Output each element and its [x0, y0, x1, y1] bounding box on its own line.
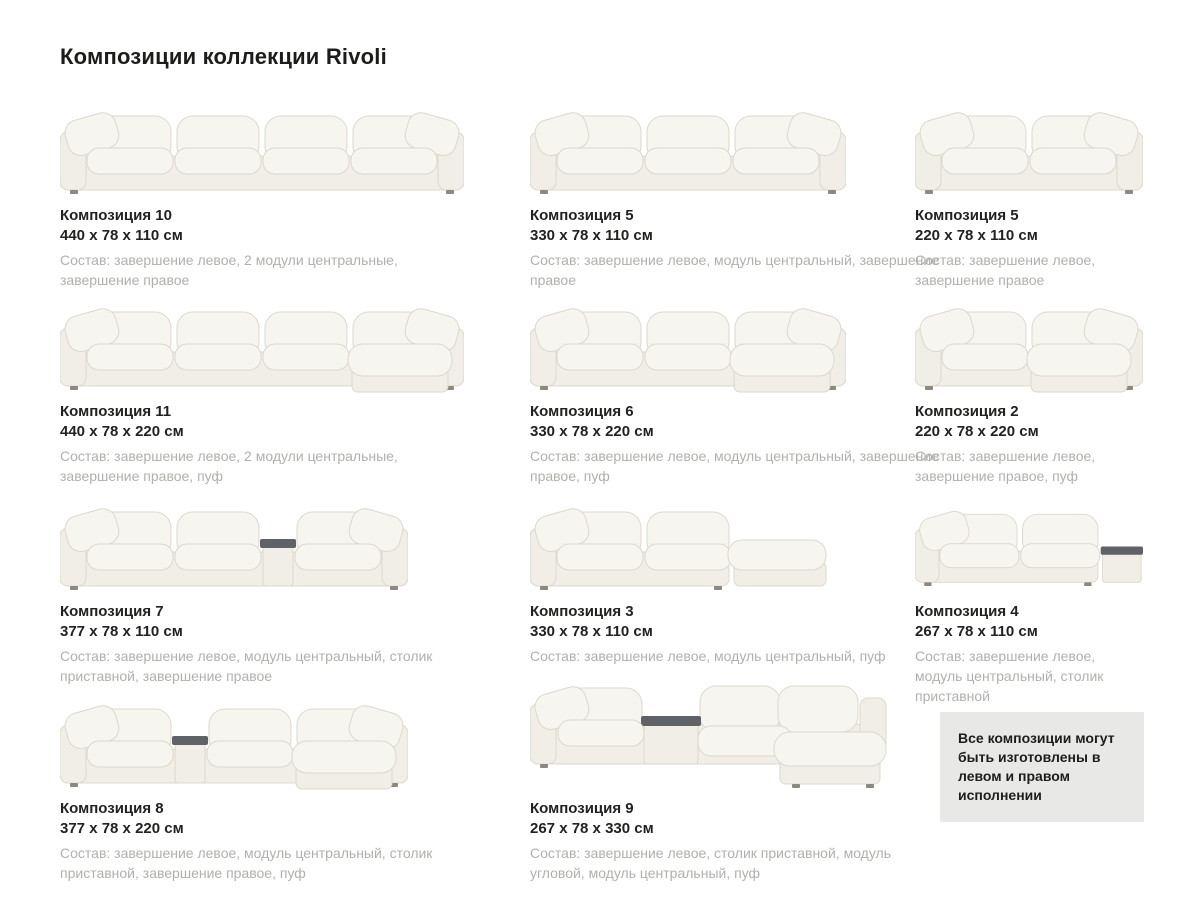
sofa-image	[530, 288, 945, 393]
sofa-image	[530, 672, 945, 790]
composition-name: Композиция 8	[60, 800, 164, 817]
composition-dimensions: 330 x 78 x 220 см	[530, 423, 654, 440]
composition-dimensions: 267 x 78 x 110 см	[915, 623, 1038, 640]
composition-dimensions: 377 x 78 x 110 см	[60, 623, 183, 640]
sofa-illustration	[530, 672, 890, 790]
composition-dimensions: 330 x 78 x 110 см	[530, 227, 653, 244]
composition-structure: Состав: завершение левое, завершение правое, пуф	[915, 448, 1096, 484]
composition-structure: Состав: завершение левое, завершение правое	[915, 252, 1096, 288]
sofa-image	[60, 672, 475, 790]
composition-card	[530, 672, 945, 883]
sofa-illustration	[60, 685, 408, 790]
note-text: Все композиции могут быть изготовлены в левом и правом исполнении	[958, 730, 1115, 803]
sofa-illustration	[530, 288, 846, 393]
composition-name: Композиция 7	[60, 603, 164, 620]
composition-structure: Состав: завершение левое, модуль центральный, столик приставной, завершение правое	[60, 648, 433, 684]
composition-name: Композиция 2	[915, 403, 1019, 420]
composition-card	[915, 288, 1143, 486]
page-title: Композиции коллекции Rivoli	[60, 44, 387, 69]
composition-name: Композиция 11	[60, 403, 172, 420]
composition-dimensions: 440 x 78 x 220 см	[60, 423, 184, 440]
sofa-image	[915, 288, 1143, 393]
composition-structure: Состав: завершение левое, модуль центральный, столик приставной	[915, 648, 1104, 704]
sofa-illustration	[60, 488, 408, 593]
note-box	[940, 712, 1144, 822]
composition-structure: Состав: завершение левое, столик приставной, модуль угловой, модуль центральный, пуф	[530, 845, 891, 881]
sofa-image	[915, 92, 1143, 197]
sofa-illustration	[915, 488, 1143, 593]
composition-name: Композиция 5	[915, 207, 1019, 224]
composition-name: Композиция 9	[530, 800, 634, 817]
composition-structure: Состав: завершение левое, 2 модули центральные, завершение правое, пуф	[60, 448, 398, 484]
composition-dimensions: 377 x 78 x 220 см	[60, 820, 184, 837]
sofa-illustration	[915, 92, 1143, 197]
composition-structure: Состав: завершение левое, модуль центральный, пуф	[530, 648, 886, 664]
composition-name: Композиция 4	[915, 603, 1019, 620]
sofa-image	[530, 488, 945, 593]
sofa-image	[60, 288, 475, 393]
sofa-illustration	[530, 92, 846, 197]
sofa-illustration	[60, 92, 464, 197]
sofa-image	[915, 488, 1143, 593]
composition-card	[530, 488, 945, 666]
composition-card	[530, 288, 945, 486]
composition-structure: Состав: завершение левое, модуль центральный, столик приставной, завершение правое, пуф	[60, 845, 433, 881]
composition-structure: Состав: завершение левое, модуль центральный, завершение правое	[530, 252, 939, 288]
composition-dimensions: 330 x 78 x 110 см	[530, 623, 653, 640]
sofa-image	[530, 92, 945, 197]
composition-card	[60, 488, 475, 686]
composition-card	[60, 672, 475, 883]
composition-name: Композиция 6	[530, 403, 634, 420]
composition-card	[60, 288, 475, 486]
composition-name: Композиция 10	[60, 207, 172, 224]
composition-card	[915, 488, 1143, 706]
composition-dimensions: 267 x 78 x 330 см	[530, 820, 654, 837]
sofa-image	[60, 92, 475, 197]
composition-card	[530, 92, 945, 290]
composition-card	[915, 92, 1143, 290]
composition-structure: Состав: завершение левое, 2 модули центральные, завершение правое	[60, 252, 398, 288]
composition-dimensions: 220 x 78 x 220 см	[915, 423, 1039, 440]
sofa-image	[60, 488, 475, 593]
composition-name: Композиция 5	[530, 207, 634, 224]
composition-dimensions: 440 x 78 x 110 см	[60, 227, 183, 244]
sofa-illustration	[915, 288, 1143, 393]
composition-dimensions: 220 x 78 x 110 см	[915, 227, 1038, 244]
composition-name: Композиция 3	[530, 603, 634, 620]
composition-structure: Состав: завершение левое, модуль центральный, завершение правое, пуф	[530, 448, 939, 484]
composition-card	[60, 92, 475, 290]
sofa-illustration	[530, 488, 828, 593]
sofa-illustration	[60, 288, 464, 393]
